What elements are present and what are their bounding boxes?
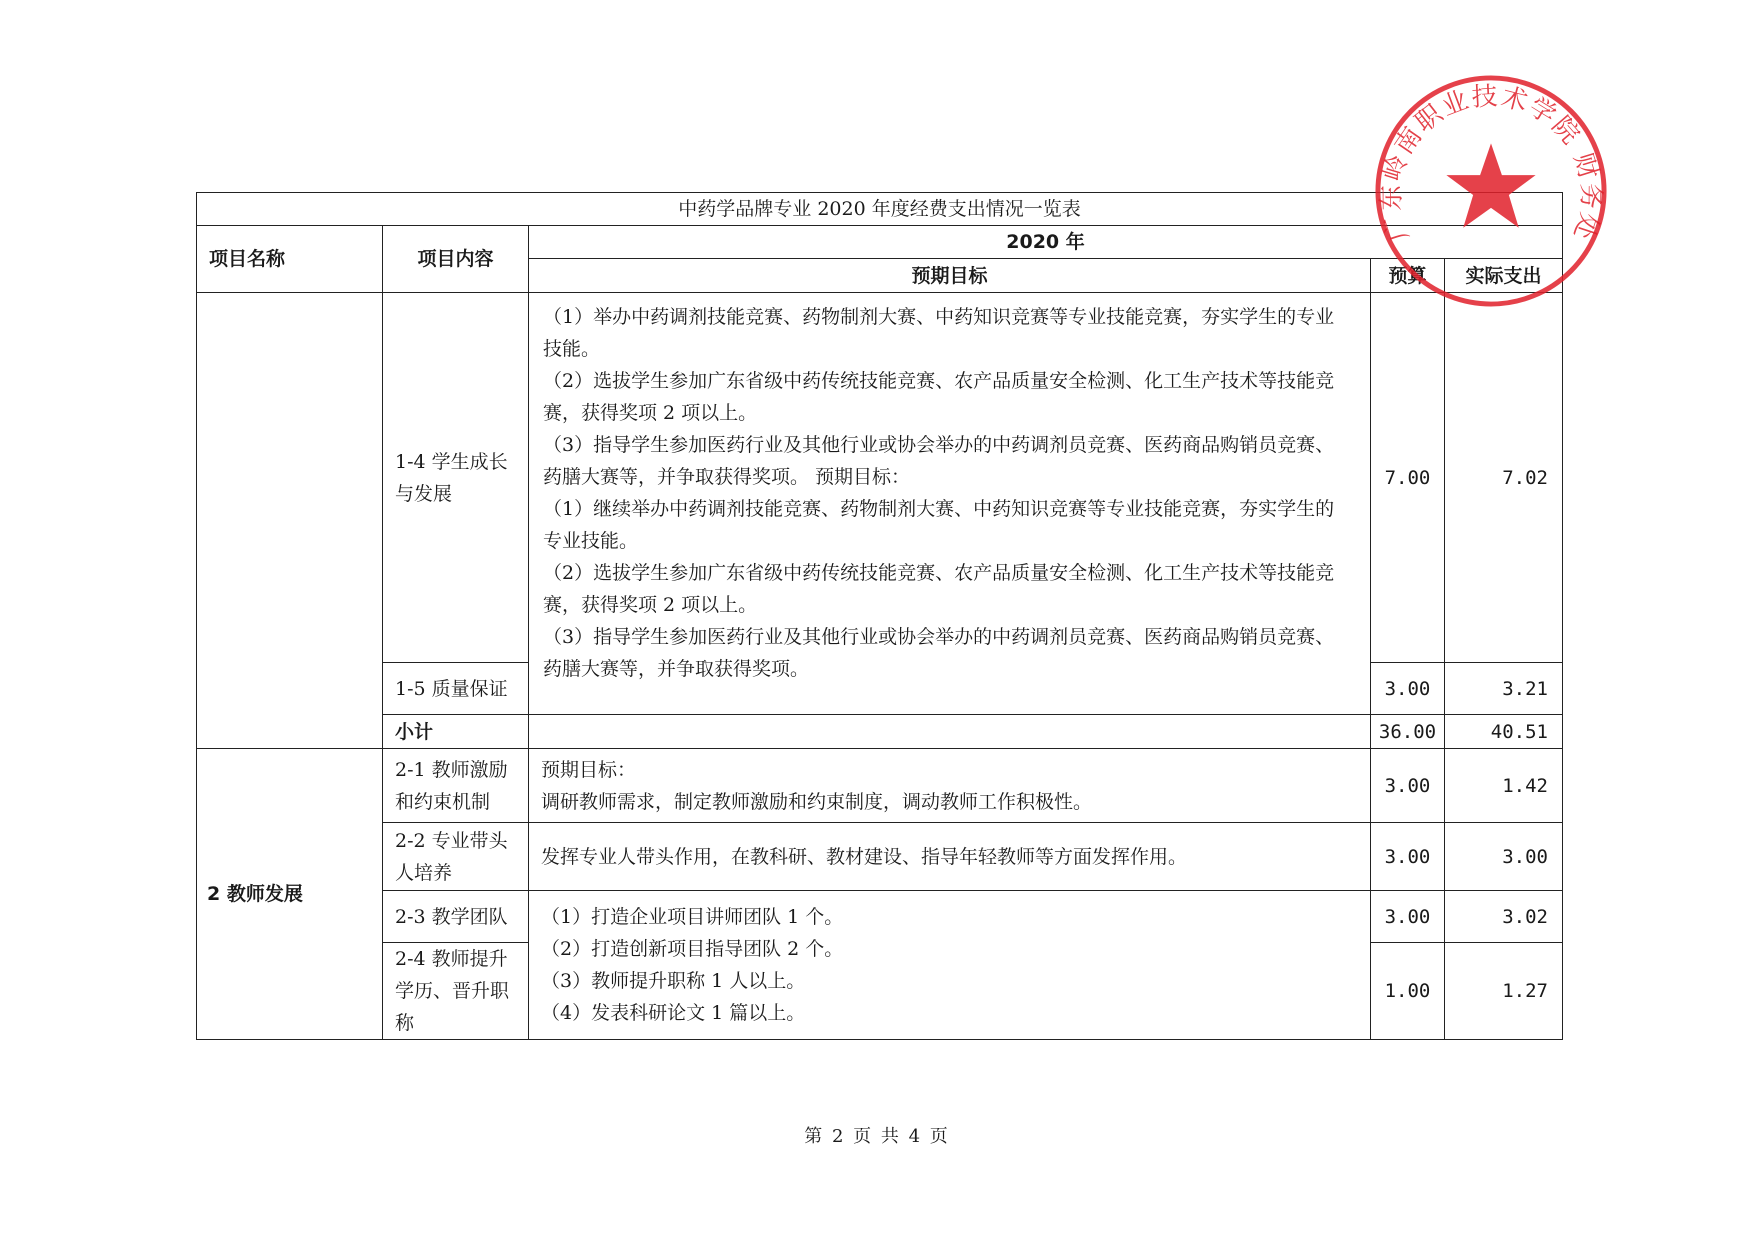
section1-project-cell: [197, 293, 383, 749]
official-seal-icon: [1372, 72, 1610, 310]
expense-table: [196, 192, 1563, 1040]
actual-value: 7.02: [1445, 293, 1563, 663]
section2-project-name: 2 教师发展: [197, 749, 383, 1040]
goal-line: （2）选拔学生参加广东省级中药传统技能竞赛、农产品质量安全检测、化工生产技术等技能竞赛，获得奖项 2 项以上。: [543, 370, 1335, 424]
actual-value: 3.02: [1445, 891, 1563, 943]
goal-line: 发挥专业人带头作用，在教科研、教材建设、指导年轻教师等方面发挥作用。: [541, 845, 1188, 868]
subtotal-goal-empty: [529, 715, 1371, 749]
row-content: 1-5 质量保证: [383, 663, 529, 715]
goal-line: （1）打造企业项目讲师团队 1 个。: [541, 906, 844, 928]
goal-line: 调研教师需求，制定教师激励和约束制度，调动教师工作积极性。: [541, 790, 1093, 813]
page-footer: 第 2 页 共 4 页: [804, 1126, 950, 1147]
goal-line: （3）指导学生参加医药行业及其他行业或协会举办的中药调剂员竞赛、医药商品购销员竞赛、药膳大赛等，并争取获得奖项。 预期目标：: [543, 434, 1335, 488]
row-content: 2-2 专业带头人培养: [383, 823, 529, 891]
budget-value: 1.00: [1371, 943, 1445, 1040]
header-actual: 实际支出: [1445, 259, 1563, 293]
actual-value: 3.21: [1445, 663, 1563, 715]
header-year: 2020 年: [529, 226, 1563, 259]
goal-line: （3）教师提升职称 1 人以上。: [541, 970, 806, 992]
header-budget: 预算: [1371, 259, 1445, 293]
row-goal: [529, 823, 1371, 891]
budget-value: 3.00: [1371, 823, 1445, 891]
actual-value: 1.42: [1445, 749, 1563, 823]
goal-line: （1）继续举办中药调剂技能竞赛、药物制剂大赛、中药知识竞赛等专业技能竞赛，夯实学生的专业技能。: [543, 498, 1335, 552]
row-content: 2-4 教师提升学历、晋升职称: [383, 943, 529, 1040]
budget-value: 3.00: [1371, 749, 1445, 823]
svg-text:广东岭南职业技术学院 财务处: 广东岭南职业技术学院 财务处: [1376, 81, 1606, 245]
subtotal-budget: 36.00: [1371, 715, 1445, 749]
goal-line: （3）指导学生参加医药行业及其他行业或协会举办的中药调剂员竞赛、医药商品购销员竞赛、药膳大赛等，并争取获得奖项。: [543, 626, 1335, 680]
subtotal-label: 小计: [383, 715, 529, 749]
row-content: 1-4 学生成长与发展: [383, 293, 529, 663]
goal-line: （1）举办中药调剂技能竞赛、药物制剂大赛、中药知识竞赛等专业技能竞赛，夯实学生的专业技能。: [543, 306, 1335, 360]
subtotal-actual: 40.51: [1445, 715, 1563, 749]
row-content: 2-3 教学团队: [383, 891, 529, 943]
section1-goal: [529, 293, 1371, 715]
goal-line: 预期目标：: [541, 758, 637, 781]
budget-value: 3.00: [1371, 891, 1445, 943]
goal-line: （2）打造创新项目指导团队 2 个。: [541, 938, 844, 960]
section2-shared-goal: [529, 891, 1371, 1040]
header-project-name: 项目名称: [197, 226, 383, 293]
budget-value: 3.00: [1371, 663, 1445, 715]
budget-value: 7.00: [1371, 293, 1445, 663]
goal-line: （4）发表科研论文 1 篇以上。: [541, 1002, 806, 1024]
row-content: 2-1 教师激励和约束机制: [383, 749, 529, 823]
table-title: 中药学品牌专业 2020 年度经费支出情况一览表: [197, 193, 1563, 226]
row-goal: [529, 749, 1371, 823]
header-project-content: 项目内容: [383, 226, 529, 293]
header-expected-goal: 预期目标: [529, 259, 1371, 293]
actual-value: 1.27: [1445, 943, 1563, 1040]
goal-line: （2）选拔学生参加广东省级中药传统技能竞赛、农产品质量安全检测、化工生产技术等技能竞赛，获得奖项 2 项以上。: [543, 562, 1335, 616]
actual-value: 3.00: [1445, 823, 1563, 891]
